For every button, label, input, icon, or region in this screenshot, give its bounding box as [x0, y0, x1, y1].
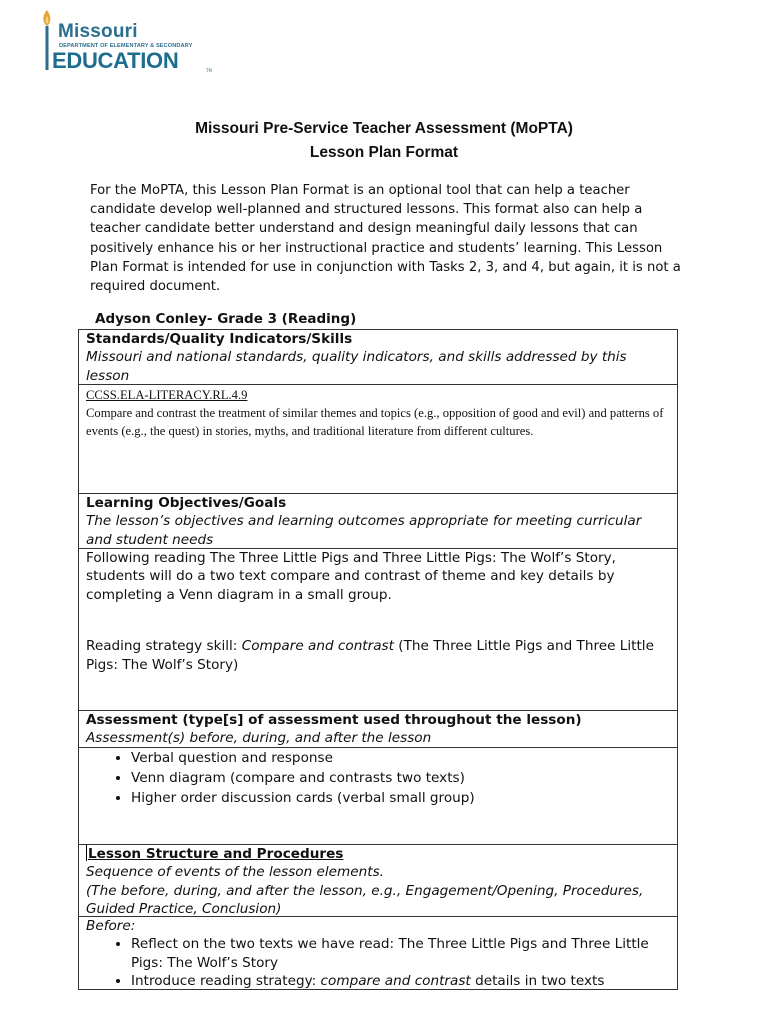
logo-department: DEPARTMENT OF ELEMENTARY & SECONDARY	[59, 43, 193, 49]
intro-paragraph: For the MoPTA, this Lesson Plan Format is an optional tool that can help a teacher candidate develop well-planned and structured lessons. This format also can help a teacher candidate better understand and design meaningful daily lessons that can positively enhance his or her instructional practice and students’ learning. This Lesson Plan Format is intended for use in conjunction with Tasks 2, 3, and 4, but again, it is not a required document.	[90, 183, 681, 295]
objectives-header-cell	[79, 494, 677, 549]
document-title: Missouri Pre-Service Teacher Assessment (MoPTA)	[195, 120, 573, 137]
logo-tm: TM	[206, 68, 212, 73]
standards-heading: Standards/Quality Indicators/Skills	[86, 331, 353, 347]
strategy-text	[86, 637, 670, 674]
strategy-italic: Compare and contrast	[241, 638, 394, 655]
standard-code: CCSS.ELA-LITERACY.RL.4.9	[86, 388, 248, 402]
strategy-prefix: Reading strategy skill:	[86, 638, 242, 655]
assessment-content-cell[interactable]	[79, 748, 677, 845]
structure-heading: Lesson Structure and Procedures	[88, 846, 344, 862]
structure-subheading-example: (The before, during, and after the lesson, e.g., Engagement/Opening, Procedures, Guided Practice, Conclusion)	[86, 882, 644, 917]
objectives-heading: Learning Objectives/Goals	[86, 495, 287, 511]
standards-content-cell[interactable]	[79, 385, 677, 494]
structure-content-cell[interactable]	[79, 917, 677, 989]
assessment-list	[86, 748, 670, 808]
missouri-education-logo	[38, 8, 218, 72]
list-item: • Reflect on the two texts we have read: The Three Little Pigs and Three Little Pigs: The Wolf’s Story	[131, 935, 670, 972]
lesson-plan-table	[78, 329, 678, 990]
objectives-content-cell[interactable]	[79, 549, 677, 711]
document-subtitle: Lesson Plan Format	[309, 144, 459, 161]
structure-subheading: Sequence of events of the lesson elements.	[86, 864, 384, 881]
standards-header-cell	[79, 330, 677, 385]
student-line: Adyson Conley- Grade 3 (Reading)	[95, 311, 357, 327]
list-item	[131, 972, 670, 989]
before-list	[86, 935, 670, 989]
standards-subheading: Missouri and national standards, quality indicators, and skills addressed by this lesson	[86, 349, 627, 384]
assessment-header-cell	[79, 711, 677, 748]
text-cursor	[86, 845, 87, 861]
list-item: • Venn diagram (compare and contrasts two texts)	[131, 768, 670, 788]
structure-header-cell	[79, 845, 677, 917]
list-item: • Verbal question and response	[131, 748, 670, 768]
before-label: Before:	[86, 918, 136, 934]
item2-italic: compare and contrast	[320, 973, 471, 989]
assessment-heading: Assessment (type[s] of assessment used throughout the lesson)	[86, 712, 582, 728]
objectives-subheading: The lesson’s objectives and learning outcomes appropriate for meeting curricular and student needs	[86, 513, 642, 548]
objectives-text: Following reading The Three Little Pigs and Three Little Pigs: The Wolf’s Story, students will do a two text compare and contrast of theme and key details by completing a Venn diagram in a small group.	[86, 550, 616, 603]
standard-text: Compare and contrast the treatment of similar themes and topics (e.g., opposition of good and evil) and patterns of events (e.g., the quest) in stories, myths, and traditional literature from different cultures.	[86, 406, 664, 438]
logo-brand: Missouri	[58, 21, 138, 42]
strategy-suffix: (The Three Little Pigs and Three Little Pigs: The Wolf’s Story)	[86, 638, 654, 673]
list-item: • Higher order discussion cards (verbal small group)	[131, 788, 670, 808]
logo-education: EDUCATION	[52, 48, 179, 73]
item2-prefix: Introduce reading strategy:	[131, 973, 321, 989]
item2-suffix: details in two texts	[470, 973, 605, 989]
assessment-subheading: Assessment(s) before, during, and after the lesson	[86, 730, 432, 747]
